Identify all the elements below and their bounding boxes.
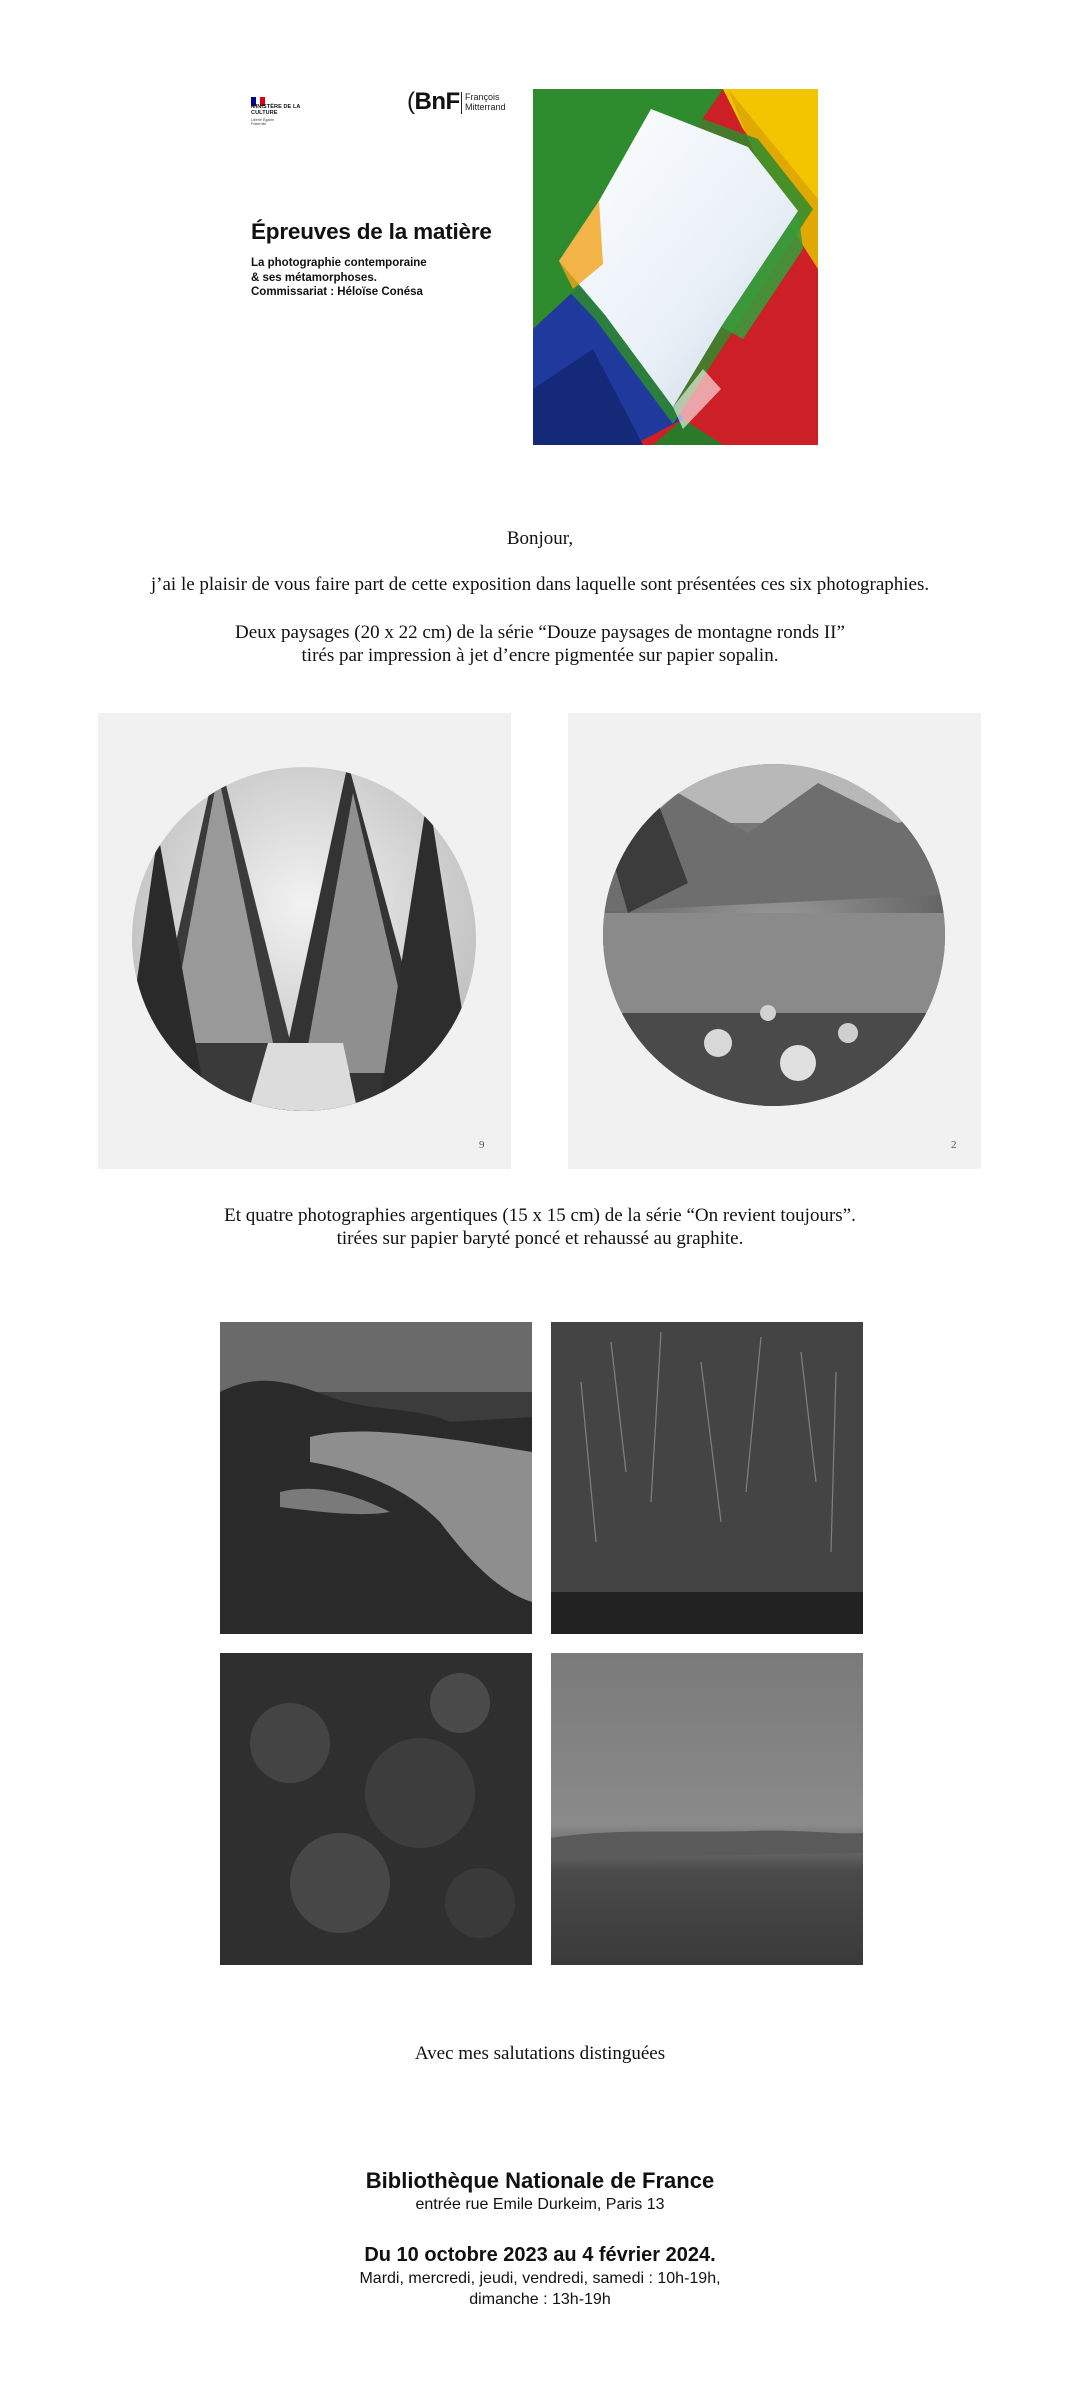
subtitle-line-2: & ses métamorphoses. xyxy=(251,271,377,284)
ministry-name: MINISTÈRE DE LA CULTURE xyxy=(251,104,301,116)
exhibition-title: Épreuves de la matière xyxy=(251,219,492,244)
exhibition-dates: Du 10 octobre 2023 au 4 février 2024. xyxy=(364,2244,716,2266)
curator-line: Commissariat : Héloïse Conésa xyxy=(251,286,423,298)
bnf-site-name: François Mitterrand xyxy=(465,92,506,112)
exhibition-subtitle xyxy=(251,256,511,300)
series-1-print-info: tirés par impression à jet d’encre pigmentée sur papier sopalin. xyxy=(301,645,779,666)
photo-number-right: 2 xyxy=(951,1139,957,1151)
bnf-logo: (BnF xyxy=(407,88,460,115)
series-1-description: Deux paysages (20 x 22 cm) de la série “Douze paysages de montagne ronds II” xyxy=(235,622,845,643)
photo-snowy-forest xyxy=(98,713,511,1169)
photo-mountain-meadow xyxy=(568,713,981,1169)
exhibition-poster-image xyxy=(533,89,818,445)
opening-hours-sunday: dimanche : 13h-19h xyxy=(469,2291,611,2308)
greeting: Bonjour, xyxy=(506,528,574,549)
venue-name: Bibliothèque Nationale de France xyxy=(365,2168,715,2193)
photo-number-left: 9 xyxy=(479,1139,485,1151)
bnf-divider xyxy=(461,92,462,114)
ministry-motto: Liberté Égalité Fraternité xyxy=(251,118,274,127)
photo-misty-horizon xyxy=(551,1653,863,1965)
opening-hours-weekdays: Mardi, mercredi, jeudi, vendredi, samedi : 10h-19h, xyxy=(359,2270,721,2287)
venue-entrance: entrée rue Emile Durkeim, Paris 13 xyxy=(415,2196,665,2213)
intro-text: j’ai le plaisir de vous faire part de cette exposition dans laquelle sont présentées ces six photographies. xyxy=(150,574,930,595)
series-2-description: Et quatre photographies argentiques (15 x 15 cm) de la série “On revient toujours”. xyxy=(224,1205,856,1226)
series-2-print-info: tirées sur papier baryté poncé et rehaussé au graphite. xyxy=(336,1228,744,1249)
bnf-logo-text: BnF xyxy=(414,88,460,115)
photo-tall-grass xyxy=(551,1322,863,1634)
ministry-flag-icon xyxy=(251,93,265,102)
closing-greeting: Avec mes salutations distinguées xyxy=(414,2043,666,2064)
subtitle-line-1: La photographie contemporaine xyxy=(251,257,427,269)
photo-dark-foliage xyxy=(220,1653,532,1965)
photo-lake-shore xyxy=(220,1322,532,1634)
